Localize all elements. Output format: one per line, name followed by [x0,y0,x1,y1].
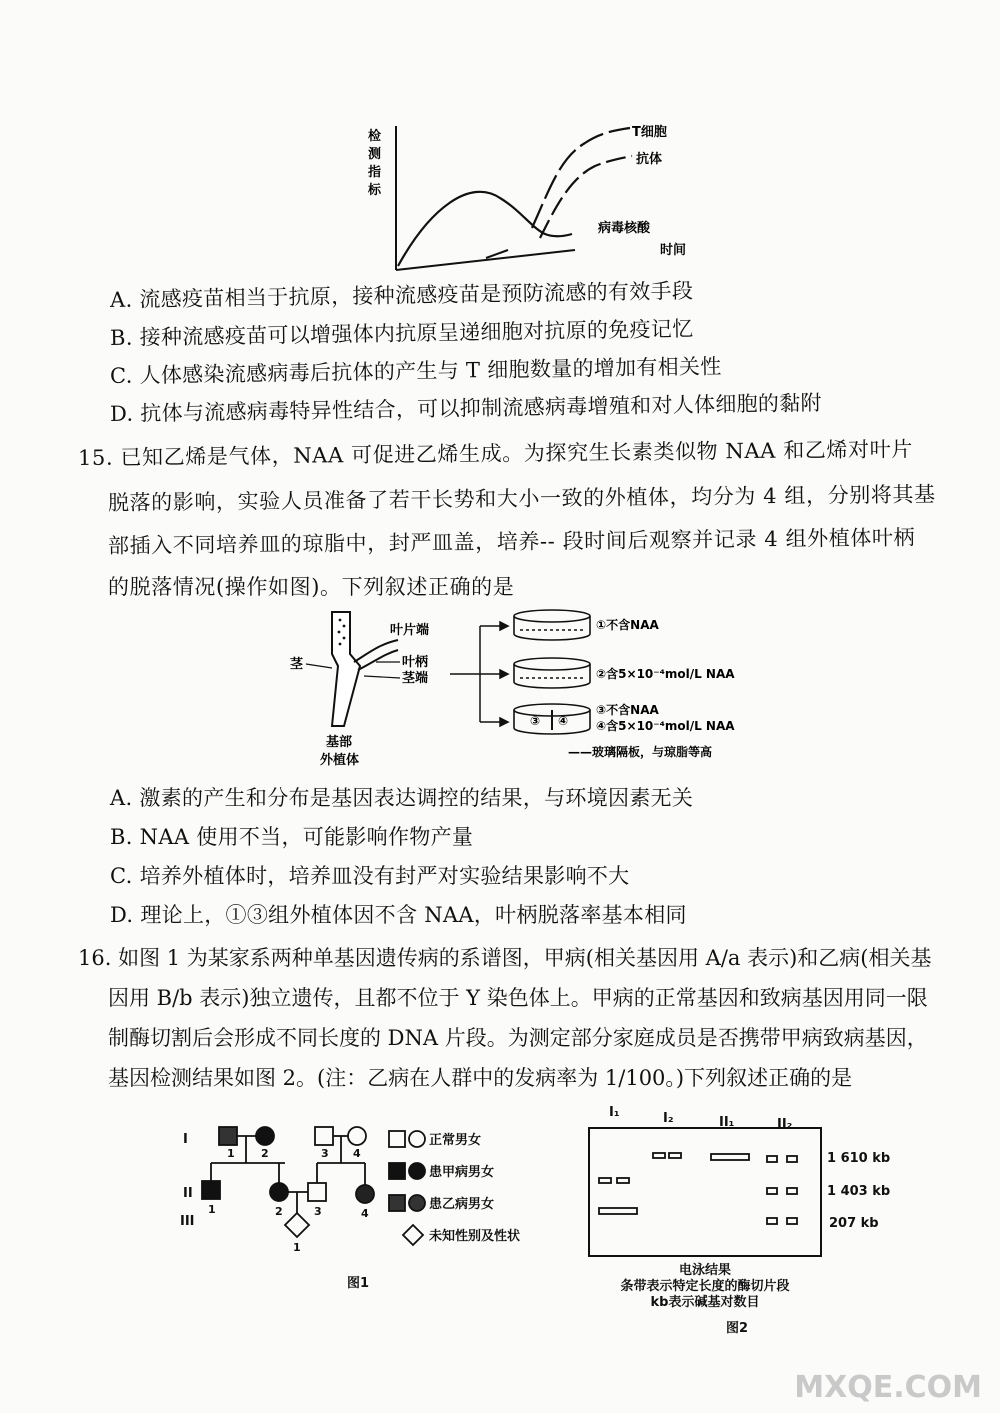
dish-3-4 [514,704,590,734]
curve-label-antibody: 抗体 [636,152,663,167]
q16-stem-line-3: 制酶切割后会形成不同长度的 DNA 片段。为测定部分家庭成员是否携带甲病致病基因， [108,1026,928,1050]
legend-label-a: 患甲病男女 [429,1165,495,1180]
gen-label-2: II [183,1186,193,1201]
x-axis [396,250,575,270]
small-dash [486,250,508,258]
curve-label-t-cell: T细胞 [632,125,667,140]
dish-mark-3: ③ [530,714,541,728]
q16-stem-line-4: 基因检测结果如图 2。(注：乙病在人群中的发病率为 1/100。)下列叙述正确的是 [108,1066,853,1090]
lane-label-I1: I₁ [609,1105,620,1120]
label-stem-end: 茎端 [402,671,429,686]
II1-male-affected-a [202,1181,220,1199]
II2-female-affected-a [270,1183,288,1201]
label-explant: 外植体 [320,753,360,768]
label-leaf-end: 叶片端 [390,623,430,638]
q15-stem-line-1: 15. 已知乙烯是气体，NAA 可促进乙烯生成。为探究生长素类似物 NAA 和乙烯对叶片 [77,437,913,470]
explant-experiment-figure [280,604,780,774]
dish-label-4: ④含5×10⁻⁴mol/L NAA [596,719,735,733]
q14-option-b: B. 接种流感疫苗可以增强体内抗原呈递细胞对抗原的免疫记忆 [109,316,694,350]
legend-b-male [389,1195,405,1211]
legend-label-unknown: 未知性别及性状 [429,1229,521,1244]
legend-normal-male [389,1131,405,1147]
num-II3: 3 [314,1205,322,1218]
num-II1: 1 [208,1203,216,1216]
dish-1 [514,610,590,640]
II3-male-normal [308,1183,326,1201]
legend-a-male [389,1163,405,1179]
legend-normal-female [409,1131,425,1147]
q15-option-a: A. 激素的产生和分布是基因表达调控的结果，与环境因素无关 [110,786,694,810]
legend-unknown [403,1225,423,1245]
explant-stem [332,612,360,726]
fig2-caption-line-3: kb表示碱基对数目 [650,1295,760,1310]
gen-label-3: III [180,1214,195,1229]
num-I1: 1 [227,1147,235,1160]
q15-stem-line-2: 脱落的影响，实验人员准备了若干长势和大小一致的外植体，均分为 4 组，分别将其基 [107,482,936,515]
num-II4: 4 [361,1207,369,1220]
gen-label-1: I [183,1132,188,1147]
y-axis-label-4: 标 [368,183,382,198]
q15-option-b: B. NAA 使用不当，可能影响作物产量 [110,825,474,849]
fig2-caption-line-2: 条带表示特定长度的酶切片段 [620,1279,790,1294]
q14-option-c: C. 人体感染流感病毒后抗体的产生与 T 细胞数量的增加有相关性 [109,354,722,388]
legend-a-female [409,1163,425,1179]
label-base: 基部 [326,735,353,750]
I1-male-affected-b [219,1127,237,1145]
num-I4: 4 [353,1147,361,1160]
q15-stem-line-4: 的脱落情况(操作如图)。下列叙述正确的是 [108,575,515,599]
num-II2: 2 [275,1205,283,1218]
label-petiole: 叶柄 [402,655,429,670]
lane-label-I2: I₂ [663,1111,674,1126]
curve-label-virus: 病毒核酸 [598,221,651,236]
dish-label-1: ①不含NAA [596,618,659,632]
stem-end-pointer [364,676,400,678]
size-1610: 1 610 kb [827,1151,891,1166]
q15-stem-line-3: 部插入不同培养皿的琼脂中，封严皿盖，培养-- 段时间后观察并记录 4 组外植体叶柄 [107,525,916,558]
watermark [794,1370,982,1405]
size-1403: 1 403 kb [827,1184,891,1199]
gel-bands [599,1153,797,1224]
dish-label-2: ②含5×10⁻⁴mol/L NAA [596,667,735,681]
num-III1: 1 [293,1241,301,1254]
y-axis-label-3: 指 [368,165,382,180]
q14-option-d: D. 抗体与流感病毒特异性结合，可以抑制流感病毒增殖和对人体细胞的黏附 [109,390,823,426]
electrophoresis-figure [585,1098,895,1338]
fig2-caption: 图2 [725,1321,749,1336]
arrows [480,622,508,726]
immune-response-figure [360,118,720,278]
III1-unknown [285,1213,309,1237]
virus-nucleic-acid-curve [398,192,572,266]
y-axis-label-2: 测 [368,147,382,162]
pedigree-figure [175,1115,555,1300]
t-cell-curve [532,128,630,228]
dish-mark-4: ④ [558,714,569,728]
q15-option-d: D. 理论上，①③组外植体因不含 NAA，叶柄脱落率基本相同 [110,903,687,927]
num-I2: 2 [261,1147,269,1160]
x-axis-label: 时间 [660,243,687,258]
watermark-text: MXQE.COM [794,1370,982,1405]
legend-label-b: 患乙病男女 [429,1197,495,1212]
label-stem: 茎 [290,657,304,672]
dish-label-3: ③不含NAA [596,703,659,717]
II4-female-affected-b [356,1185,374,1203]
q14-option-a: A. 流感疫苗相当于抗原，接种流感疫苗是预防流感的有效手段 [109,278,694,312]
legend-label-normal: 正常男女 [429,1133,482,1148]
lane-label-II2: II₂ [777,1117,793,1132]
y-axis-label-1: 检 [368,129,382,144]
stem-pointer [306,664,332,668]
I4-female-normal [348,1127,366,1145]
I2-female-affected-a [256,1127,274,1145]
fig2-caption-line-1: 电泳结果 [678,1263,732,1278]
q15-option-c: C. 培养外植体时，培养皿没有封严对实验结果影响不大 [110,864,630,888]
lane-label-II1: II₁ [719,1115,735,1130]
num-I3: 3 [321,1147,329,1160]
fig1-caption: 图1 [347,1276,370,1291]
size-207: 207 kb [829,1216,879,1231]
glass-partition-note: ——玻璃隔板，与琼脂等高 [568,745,713,759]
q16-stem-line-1: 16. 如图 1 为某家系两种单基因遗传病的系谱图，甲病(相关基因用 A/a 表示)和乙病(相关基 [78,946,932,970]
dish-2 [514,658,590,688]
legend-b-female [409,1195,425,1211]
I3-male-normal [315,1127,333,1145]
q16-stem-line-2: 因用 B/b 表示)独立遗传，且都不位于 Y 染色体上。甲病的正常基因和致病基因用同一限 [108,986,928,1010]
